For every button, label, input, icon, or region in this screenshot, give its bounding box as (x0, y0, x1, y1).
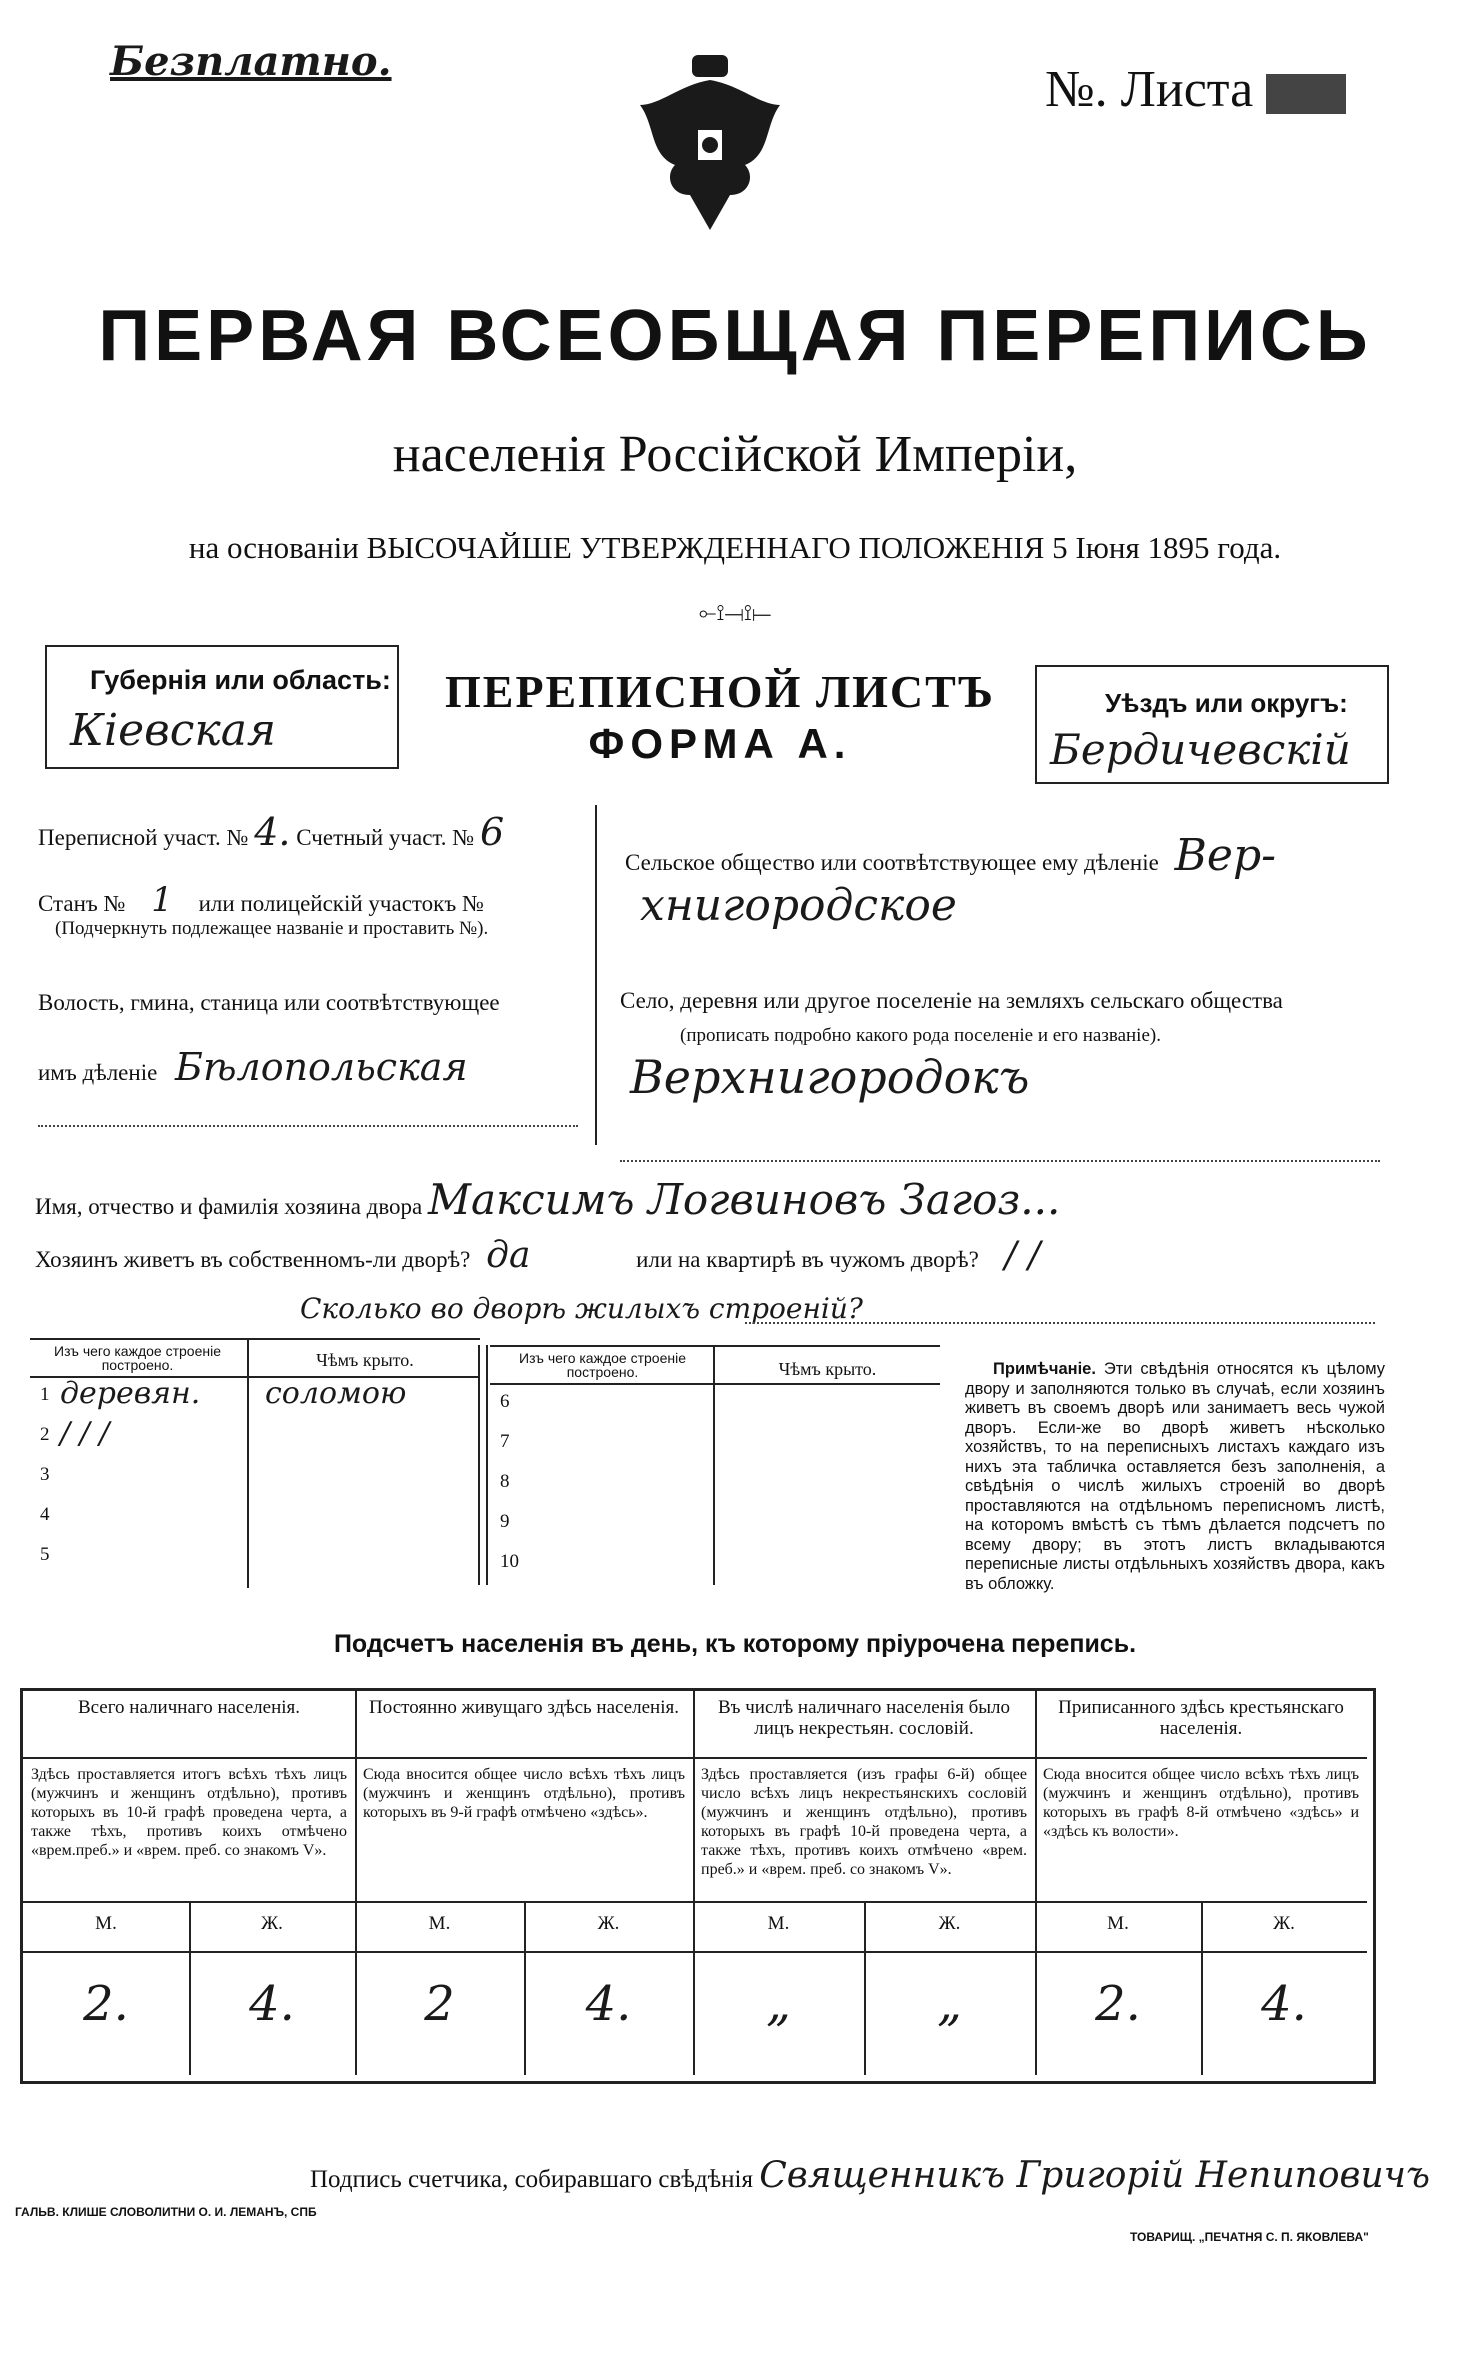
buildings-label: Сколько во дворѣ жилыхъ строеній? (300, 1292, 863, 1325)
note-text: Эти свѣдѣнія относятся къ цѣлому двору и заполняются только въ случаѣ, если хозяинъ живетъ въ своемъ дворѣ или занимаетъ весь чужой дворъ. Если-же во дворѣ живетъ нѣсколько хозяйствъ, то на переписныхъ листахъ каждаго изъ нихъ эта табличка оставляется безъ заполненія, а свѣдѣнія о числѣ жилыхъ строеній во дворѣ проставляются на отдѣльномъ переписномъ листѣ, на которомъ вмѣстѣ съ тѣмъ дѣлается подсчетъ по всему двору; въ этотъ листъ вкладываются переписные листы отдѣльныхъ хозяйствъ двора, какъ въ обложку. (965, 1360, 1385, 1593)
male-header: М. (428, 1913, 451, 1934)
own-yard-value: да (486, 1235, 531, 1276)
roof-header: Чѣмъ крыто. (778, 1359, 877, 1379)
province-label: Губернія или область: (90, 665, 391, 695)
population-column (693, 1691, 1037, 2075)
material-value: деревян. (60, 1376, 201, 1411)
row-number: 4 (40, 1504, 50, 1525)
population-column (23, 1691, 357, 2075)
own-yard-label: Хозяинъ живетъ въ собственномъ-ли дворѣ? (35, 1247, 471, 1272)
building-row (30, 1376, 480, 1416)
population-column-head: Всего наличнаго населенія. (77, 1697, 301, 1718)
stan-row (38, 880, 484, 920)
row-number: 8 (500, 1471, 510, 1492)
female-header: Ж. (597, 1913, 620, 1934)
district-label: Уѣздъ или округъ: (1105, 688, 1348, 718)
building-row (30, 1416, 480, 1456)
note-title: Примѣчаніе. (993, 1360, 1096, 1378)
census-area-row (38, 810, 504, 854)
male-count: 2 (424, 1976, 455, 2032)
page-subtitle: населенія Россійской Имперіи, (392, 426, 1078, 483)
buildings-table-right (490, 1345, 940, 1587)
fields-divider (595, 805, 597, 1145)
police-label: или полицейскій участокъ № (198, 891, 484, 916)
society-label: Сельское общество или соотвѣтствующее ему дѣленіе (625, 850, 1159, 875)
sheet-number-label: №. Листа (1045, 61, 1254, 118)
table-separator-1 (478, 1345, 480, 1585)
census-area-label: Переписной участ. № (38, 825, 249, 850)
row-number: 9 (500, 1511, 510, 1532)
population-column-desc: Здѣсь проставляется итогъ всѣхъ тѣхъ лицъ (мужчинъ и женщинъ отдѣльно), противъ которыхъ въ 10-й графѣ проведена черта, а также тѣхъ, противъ коихъ отмѣчено «врем.преб.» и «врем. преб. со знакомъ V». (31, 1766, 347, 1859)
census-area-value: 4. (254, 810, 291, 854)
divider (23, 1951, 355, 1953)
rent-value: / / (1004, 1235, 1041, 1276)
row-number: 5 (40, 1544, 50, 1565)
male-header: М. (95, 1913, 117, 1934)
material-header: Изъ чего каждое строеніе построено. (519, 1350, 686, 1380)
material-value: / / / (60, 1416, 110, 1451)
divider (1035, 1757, 1367, 1759)
population-column-desc: Сюда вносится общее число всѣхъ тѣхъ лицъ (мужчинъ и женщинъ отдѣльно), противъ которыхъ въ графѣ 8-й отмѣчено «здѣсь» и «здѣсь къ волости». (1043, 1766, 1359, 1840)
population-title: Подсчетъ населенія въ день, къ которому пріурочена перепись. (333, 1630, 1137, 1658)
province-value: Кіевская (70, 705, 277, 756)
buildings-note (965, 1360, 1385, 1594)
stan-label: Станъ № (38, 891, 126, 916)
village-value: Верхнигородокъ (630, 1050, 1030, 1104)
sheet-number-value (1266, 74, 1346, 114)
stan-value: 1 (151, 880, 173, 920)
building-row (490, 1543, 940, 1583)
district-value: Бердичевскій (1050, 725, 1351, 774)
divider (23, 1757, 355, 1759)
signature-row (310, 2155, 1430, 2196)
society-value-2: хнигородское (640, 880, 957, 931)
female-count: 4. (249, 1976, 295, 2032)
ornament-divider: ⟜⟟⟞⟟⟝ (698, 600, 772, 625)
count-area-value: 6 (479, 810, 505, 854)
eagle-emblem (620, 45, 800, 235)
population-column (1035, 1691, 1367, 2075)
underline-note: (Подчеркнуть подлежащее названіе и проставить №). (55, 918, 489, 939)
form-title: ПЕРЕПИСНОЙ ЛИСТЪ (444, 666, 996, 717)
village-note: (прописать подробно какого рода поселеніе и его названіе). (680, 1025, 1161, 1046)
row-number: 7 (500, 1431, 510, 1452)
male-count: „ (766, 1976, 791, 2032)
volost-label-1: Волость, гмина, станица или соотвѣтствующее (38, 990, 500, 1015)
population-table (20, 1688, 1376, 2084)
population-column (355, 1691, 695, 2075)
volost-line (38, 1125, 578, 1127)
row-number: 10 (500, 1551, 519, 1572)
divider (693, 1757, 1035, 1759)
rent-label: или на квартирѣ въ чужомъ дворѣ? (636, 1247, 979, 1272)
table-separator-2 (486, 1345, 488, 1585)
volost-row (38, 1045, 468, 1089)
divider (693, 1951, 1035, 1953)
village-line (620, 1160, 1380, 1162)
building-row (490, 1423, 940, 1463)
male-header: М. (1107, 1913, 1129, 1934)
population-column-head: Постоянно живущаго здѣсь населенія. (369, 1697, 679, 1718)
society-row (625, 830, 1276, 881)
page-basis: на основаніи ВЫСОЧАЙШЕ УТВЕРЖДЕННАГО ПОЛОЖЕНІЯ 5 Іюня 1895 года. (188, 530, 1282, 565)
village-label: Село, деревня или другое поселеніе на земляхъ сельскаго общества (620, 988, 1283, 1013)
population-column-desc: Здѣсь проставляется (изъ графы 6-й) общее число всѣхъ лицъ некрестьянскихъ сословій (мужчинъ и женщинъ отдѣльно), противъ которыхъ въ графѣ 10-й проведена черта, а также тѣхъ, противъ коихъ отмѣчено «врем. преб.» и «врем. преб. со знакомъ V». (701, 1766, 1027, 1878)
volost-label-2: имъ дѣленіе (38, 1060, 158, 1085)
row-number: 1 (40, 1384, 50, 1405)
divider (355, 1951, 693, 1953)
roof-header: Чѣмъ крыто. (316, 1350, 414, 1370)
sheet-number (1045, 60, 1346, 119)
building-row (490, 1383, 940, 1423)
building-row (490, 1463, 940, 1503)
population-column-head: Приписанного здѣсь крестьянскаго населенія. (1058, 1697, 1344, 1739)
volost-value: Бѣлопольская (175, 1045, 468, 1089)
female-header: Ж. (938, 1913, 961, 1934)
form-subtitle: ФОРМА А. (588, 720, 852, 767)
free-label: Безплатно. (110, 38, 392, 85)
female-count: 4. (585, 1976, 632, 2032)
row-number: 6 (500, 1391, 510, 1412)
row-number: 2 (40, 1424, 50, 1445)
building-row (30, 1456, 480, 1496)
count-area-label: Счетный участ. № (296, 825, 475, 850)
male-header: М. (767, 1913, 790, 1934)
owner-name-label: Имя, отчество и фамилія хозяина двора (35, 1194, 423, 1219)
male-count: 2. (83, 1976, 129, 2032)
roof-value: соломою (265, 1376, 407, 1411)
divider (1035, 1951, 1367, 1953)
female-count: 4. (1261, 1976, 1307, 2032)
population-column-head: Въ числѣ наличнаго населенія было лицъ некрестьян. сословій. (717, 1697, 1011, 1739)
page-title: ПЕРВАЯ ВСЕОБЩАЯ ПЕРЕПИСЬ (98, 296, 1372, 376)
building-row (30, 1496, 480, 1536)
row-number: 3 (40, 1464, 50, 1485)
population-column-desc: Сюда вносится общее число всѣхъ тѣхъ лицъ (мужчинъ и женщинъ отдѣльно), противъ которыхъ въ 9-й графѣ отмѣчено «здѣсь». (363, 1766, 685, 1821)
male-count: 2. (1095, 1976, 1141, 2032)
building-row (30, 1536, 480, 1576)
female-count: „ (937, 1976, 962, 2032)
signature-value: Священникъ Григорій Непиповичъ (759, 2155, 1431, 2196)
female-header: Ж. (1273, 1913, 1295, 1934)
owner-name-value: Максимъ Логвиновъ Загоз... (428, 1175, 1061, 1224)
society-value-1: Вер- (1174, 830, 1276, 881)
printer-left: ГАЛЬВ. КЛИШЕ СЛОВОЛИТНИ О. И. ЛЕМАНЪ, СПБ (15, 2205, 317, 2219)
owner-row (35, 1175, 1060, 1224)
material-header: Изъ чего каждое строеніе построено. (54, 1343, 221, 1373)
female-header: Ж. (261, 1913, 283, 1934)
printer-right: ТОВАРИЩ. „ПЕЧАТНЯ С. П. ЯКОВЛЕВА" (1130, 2230, 1369, 2244)
buildings-table-left (30, 1338, 480, 1590)
building-row (490, 1503, 940, 1543)
buildings-line (745, 1322, 1375, 1324)
divider (355, 1757, 693, 1759)
own-yard-row (35, 1235, 1040, 1276)
signature-label: Подпись счетчика, собиравшаго свѣдѣнія (310, 2166, 753, 2193)
